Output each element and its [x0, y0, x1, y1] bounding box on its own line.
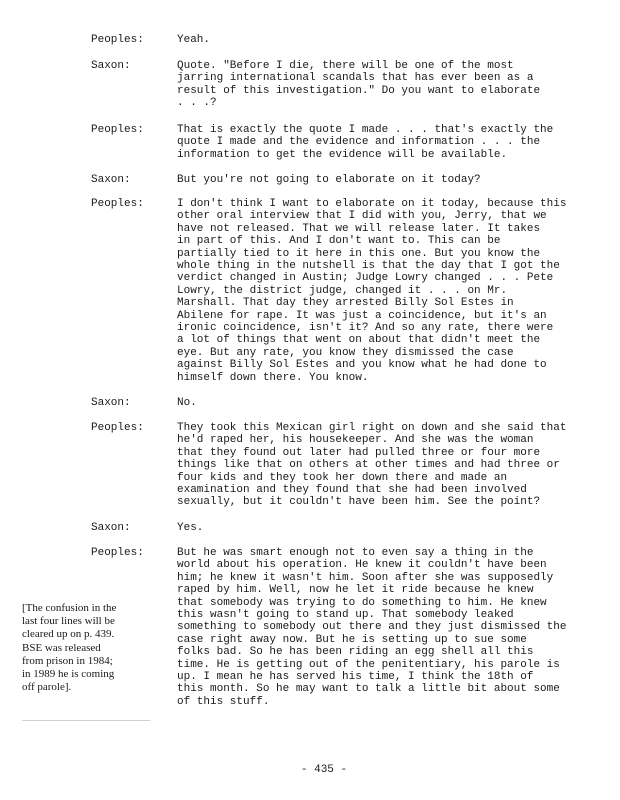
speech-text: But he was smart enough not to even say a thing in the world about his operation. He knew it couldn't have been him; he knew it wasn't him. Soon after she was supposedly raped by him. Well, now he let it ride because he knew that somebody was trying to do something to him. He knew this wasn't going to stand up. That somebody leaked something to somebody out there and they just dismissed the case right away now. But he is setting up to sue some folks bad. So he has been riding an egg shell all this time. He is getting out of the penitentiary, his parole is up. I mean he has served his time, I think the 18th of this month. So he may want to talk a little bit about some of this stuff.: [177, 547, 567, 708]
speech-text: Yeah.: [177, 34, 211, 46]
speaker-label: Peoples:: [91, 198, 144, 210]
speech-text: I don't think I want to elaborate on it today, because this other oral interview that I did with you, Jerry, that we have not released. That we will release later. It takes in part of this. And I don't want to. This can be partially tied to it here in this one. But you know the whole thing in the nutshell is that the day that I got the verdict changed in Austin; Judge Lowry changed . . . Pete Lowry, the district judge, changed it . . . on Mr. Marshall. That day they arrested Billy Sol Estes in Abilene for rape. It was just a coincidence, but it's an ironic coincidence, isn't it? And so any rate, there were a lot of things that went on about that didn't meet the eye. But any rate, you know they dismissed the case against Billy Sol Estes and you know what he had done to himself down there. You know.: [177, 198, 567, 384]
speech-text: Yes.: [177, 522, 204, 534]
speaker-label: Saxon:: [91, 60, 131, 72]
margin-note-divider: [22, 720, 150, 721]
speaker-label: Saxon:: [91, 522, 131, 534]
speech-text: They took this Mexican girl right on down and she said that he'd raped her, his housekeeper. And she was the woman that they found out later had pulled three or four more things like that on others at other times and had three or four kids and they took her down there and made an examination and they found that she had been involved sexually, but it couldn't have been him. See the point?: [177, 422, 567, 509]
speaker-label: Peoples:: [91, 124, 144, 136]
margin-note: [The confusion in the last four lines will be cleared up on p. 439. BSE was released from prison in 1984; in 1989 he is coming off parole].: [22, 602, 117, 694]
speech-text: No.: [177, 397, 197, 409]
speaker-label: Peoples:: [91, 34, 144, 46]
speech-text: Quote. "Before I die, there will be one of the most jarring international scandals that has ever been as a result of this investigation." Do you want to elaborate . . .?: [177, 60, 541, 110]
page-number: - 435 -: [300, 764, 348, 776]
speech-text: That is exactly the quote I made . . . that's exactly the quote I made and the evidence and information . . . the information to get the evidence will be available.: [177, 124, 554, 161]
speaker-label: Saxon:: [91, 174, 131, 186]
speaker-label: Peoples:: [91, 422, 144, 434]
speech-text: But you're not going to elaborate on it today?: [177, 174, 481, 186]
speaker-label: Peoples:: [91, 547, 144, 559]
speaker-label: Saxon:: [91, 397, 131, 409]
